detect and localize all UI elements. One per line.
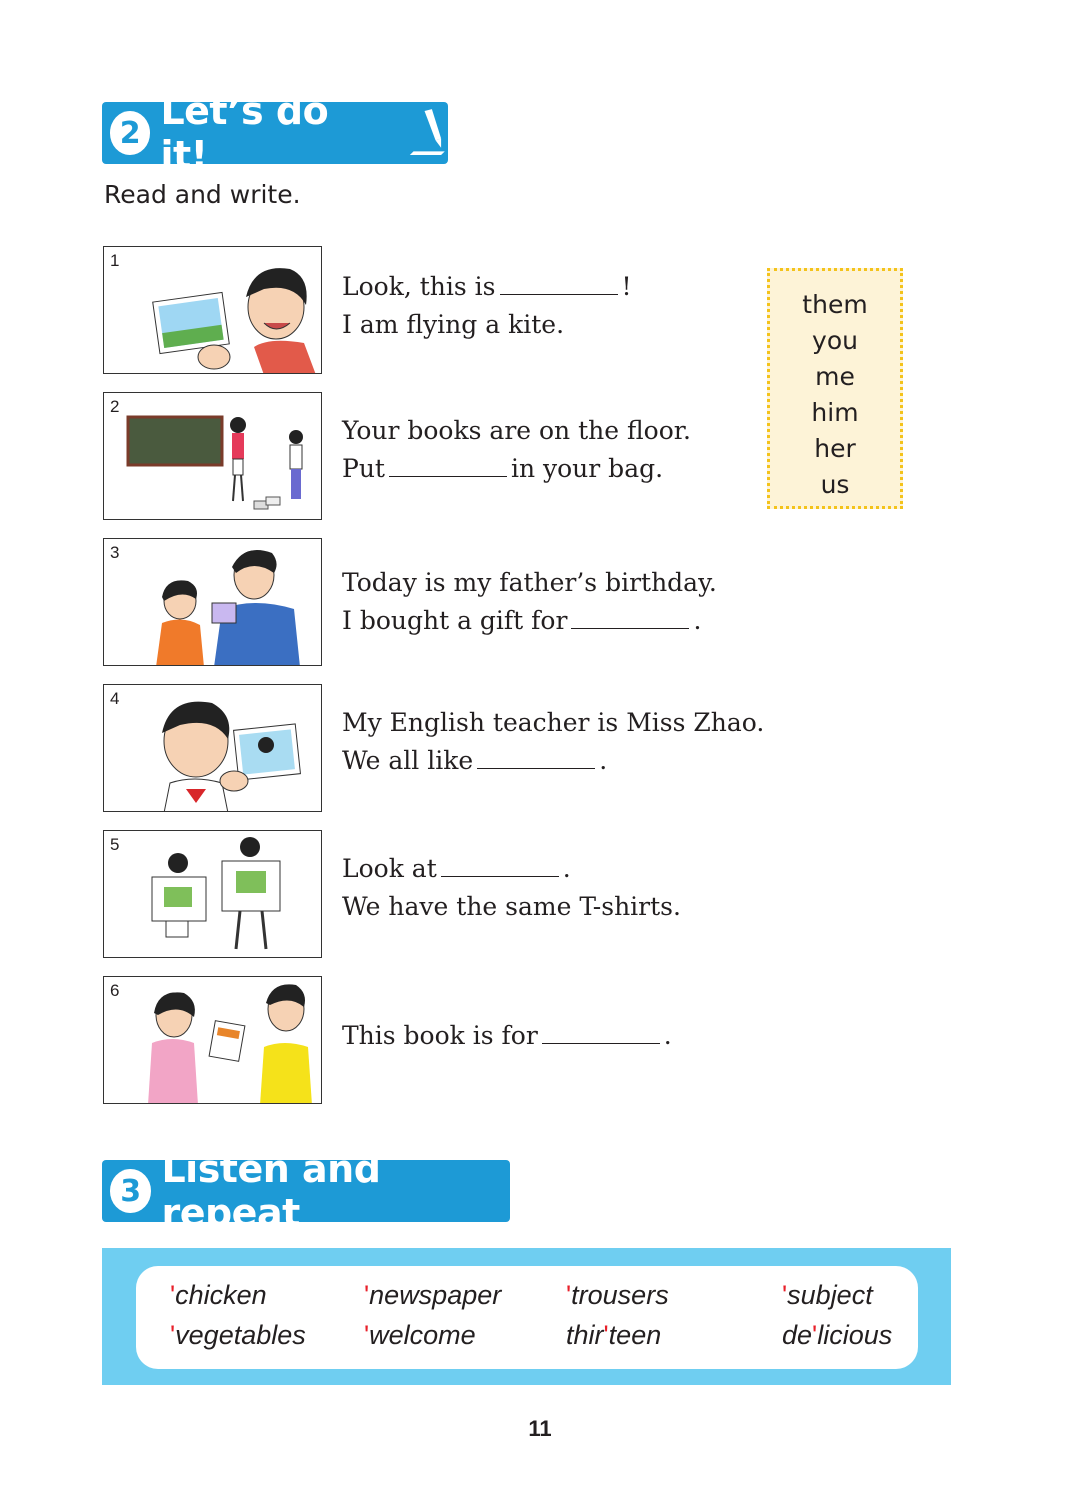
- picture-2: [103, 392, 322, 520]
- sentence-line: We have the same T-shirts.: [342, 892, 681, 921]
- word-bank-item: us: [820, 470, 850, 499]
- stress-word: de'licious: [782, 1320, 893, 1350]
- stress-mark: ': [782, 1280, 788, 1310]
- boy-with-teacher-photo-illustration: [104, 685, 322, 812]
- answer-blank[interactable]: [542, 1023, 660, 1044]
- section-title: Let’s do it!: [160, 89, 329, 177]
- sentence-part: Look, this is: [342, 272, 496, 301]
- stress-mark: ': [170, 1280, 176, 1310]
- word-bank: [767, 268, 903, 509]
- sentence-part: .: [599, 746, 608, 775]
- sentence-part: in your bag.: [510, 454, 664, 483]
- sentence-line: My English teacher is Miss Zhao.: [342, 708, 765, 737]
- boy-with-kite-photo-illustration: [104, 247, 322, 374]
- sentence-part: We all like: [342, 746, 474, 775]
- picture-number: 3: [110, 543, 120, 562]
- stress-mark: ': [566, 1280, 572, 1310]
- sentence-part: I bought a gift for: [342, 606, 568, 635]
- word-bank-item: you: [812, 326, 858, 355]
- stress-mark: ': [364, 1320, 370, 1350]
- section-number: 3: [110, 1169, 151, 1213]
- picture-6: [103, 976, 322, 1104]
- stress-word: thir'teen: [566, 1320, 662, 1350]
- sentence-part: Look at: [342, 854, 437, 883]
- picture-4: [103, 684, 322, 812]
- picture-3: [103, 538, 322, 666]
- exercise-5-text: [342, 850, 681, 926]
- section-2-header: [102, 89, 448, 177]
- stress-word: 'trousers: [566, 1280, 669, 1310]
- exercise-6-text: [342, 1017, 672, 1055]
- picture-number: 1: [110, 251, 120, 270]
- listen-word-card: [136, 1266, 918, 1369]
- sentence-line: Today is my father’s birthday.: [342, 568, 717, 597]
- stress-mark: ': [364, 1280, 370, 1310]
- sentence-line: I am flying a kite.: [342, 310, 565, 339]
- picture-number: 2: [110, 397, 120, 416]
- answer-blank[interactable]: [477, 748, 595, 769]
- picture-number: 4: [110, 689, 120, 708]
- answer-blank[interactable]: [389, 456, 507, 477]
- page-number: 11: [528, 1416, 552, 1441]
- stress-mark: ': [812, 1320, 818, 1350]
- picture-1: [103, 246, 322, 374]
- sentence-part: !: [621, 272, 632, 301]
- stress-mark: ': [170, 1320, 176, 1350]
- sentence-part: .: [663, 1021, 672, 1050]
- sentence-part: .: [693, 606, 702, 635]
- girl-and-boy-with-book-illustration: [104, 977, 322, 1104]
- boy-and-man-with-tshirts-illustration: [104, 831, 322, 958]
- stress-word: 'subject: [782, 1280, 873, 1310]
- stress-word: 'welcome: [364, 1320, 476, 1350]
- answer-blank[interactable]: [441, 856, 559, 877]
- section-number: 2: [110, 111, 150, 155]
- picture-number: 5: [110, 835, 120, 854]
- exercise-3-text: [342, 564, 717, 640]
- exercise-2-text: [342, 412, 691, 488]
- sentence-part: This book is for: [342, 1021, 538, 1050]
- stress-word: 'newspaper: [364, 1280, 502, 1310]
- teacher-and-boy-illustration: [104, 393, 322, 520]
- picture-5: [103, 830, 322, 958]
- stress-word: 'vegetables: [170, 1320, 306, 1350]
- answer-blank[interactable]: [500, 274, 618, 295]
- picture-number: 6: [110, 981, 120, 1000]
- instruction: Read and write.: [104, 180, 301, 209]
- listen-word-panel: [102, 1248, 951, 1385]
- word-bank-item: her: [814, 434, 856, 463]
- word-bank-item: them: [802, 290, 868, 319]
- pencil-icon: [408, 105, 448, 161]
- section-3-header: [102, 1147, 510, 1235]
- exercise-1-text: [342, 268, 632, 344]
- stress-mark: ': [603, 1320, 609, 1350]
- word-bank-item: me: [815, 362, 855, 391]
- stress-word: 'chicken: [170, 1280, 267, 1310]
- word-bank-item: him: [811, 398, 859, 427]
- answer-blank[interactable]: [571, 608, 689, 629]
- exercise-4-text: [342, 704, 764, 780]
- sentence-line: Your books are on the floor.: [342, 416, 691, 445]
- girl-giving-gift-to-father-illustration: [104, 539, 322, 666]
- sentence-part: .: [562, 854, 571, 883]
- section-title: Listen and repeat: [161, 1147, 381, 1235]
- sentence-part: Put: [342, 454, 385, 483]
